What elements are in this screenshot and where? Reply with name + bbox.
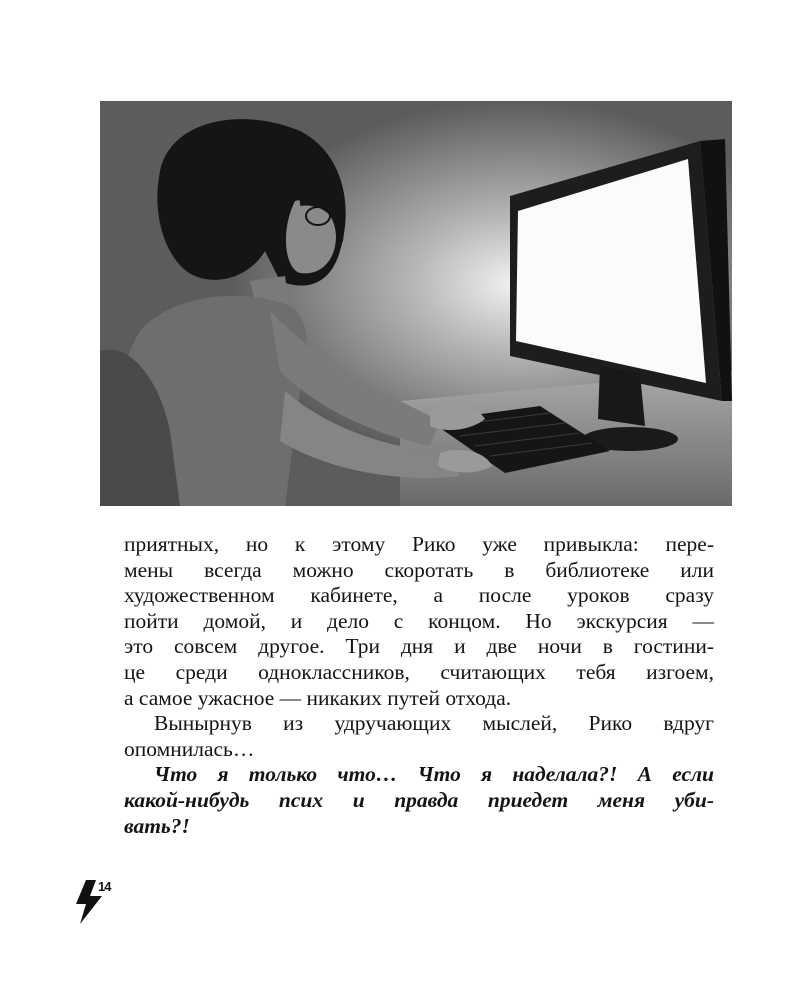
text-line: мены всегда можно скоротать в библиотеке или <box>124 557 714 582</box>
text-line: Вынырнув из удручающих мыслей, Рико вдруг <box>154 711 714 736</box>
text-line: вать?! <box>124 813 190 838</box>
text-line: какой-нибудь псих и правда приедет меня уби- <box>124 787 714 812</box>
paragraph <box>124 711 714 762</box>
page-number-marker <box>72 878 132 928</box>
page-number: 14 <box>98 879 111 894</box>
text-line: опомнилась… <box>124 736 255 761</box>
illustration-girl-at-computer <box>100 101 732 506</box>
text-line: это совсем другое. Три дня и две ночи в гостини- <box>124 634 714 659</box>
body-text <box>124 532 714 839</box>
text-line: Что я только что… Что я наделала?! А если <box>154 762 714 787</box>
paragraph <box>124 532 714 711</box>
text-line: це среди одноклассников, считающих тебя изгоем, <box>124 659 714 684</box>
text-line: художественном кабинете, а после уроков сразу <box>124 583 714 608</box>
text-line: а самое ужасное — никаких путей отхода. <box>124 685 512 710</box>
text-line: приятных, но к этому Рико уже привыкла: пере- <box>124 532 714 556</box>
text-line: пойти домой, и дело с концом. Но экскурсия — <box>124 608 714 633</box>
thought-paragraph <box>124 762 714 839</box>
